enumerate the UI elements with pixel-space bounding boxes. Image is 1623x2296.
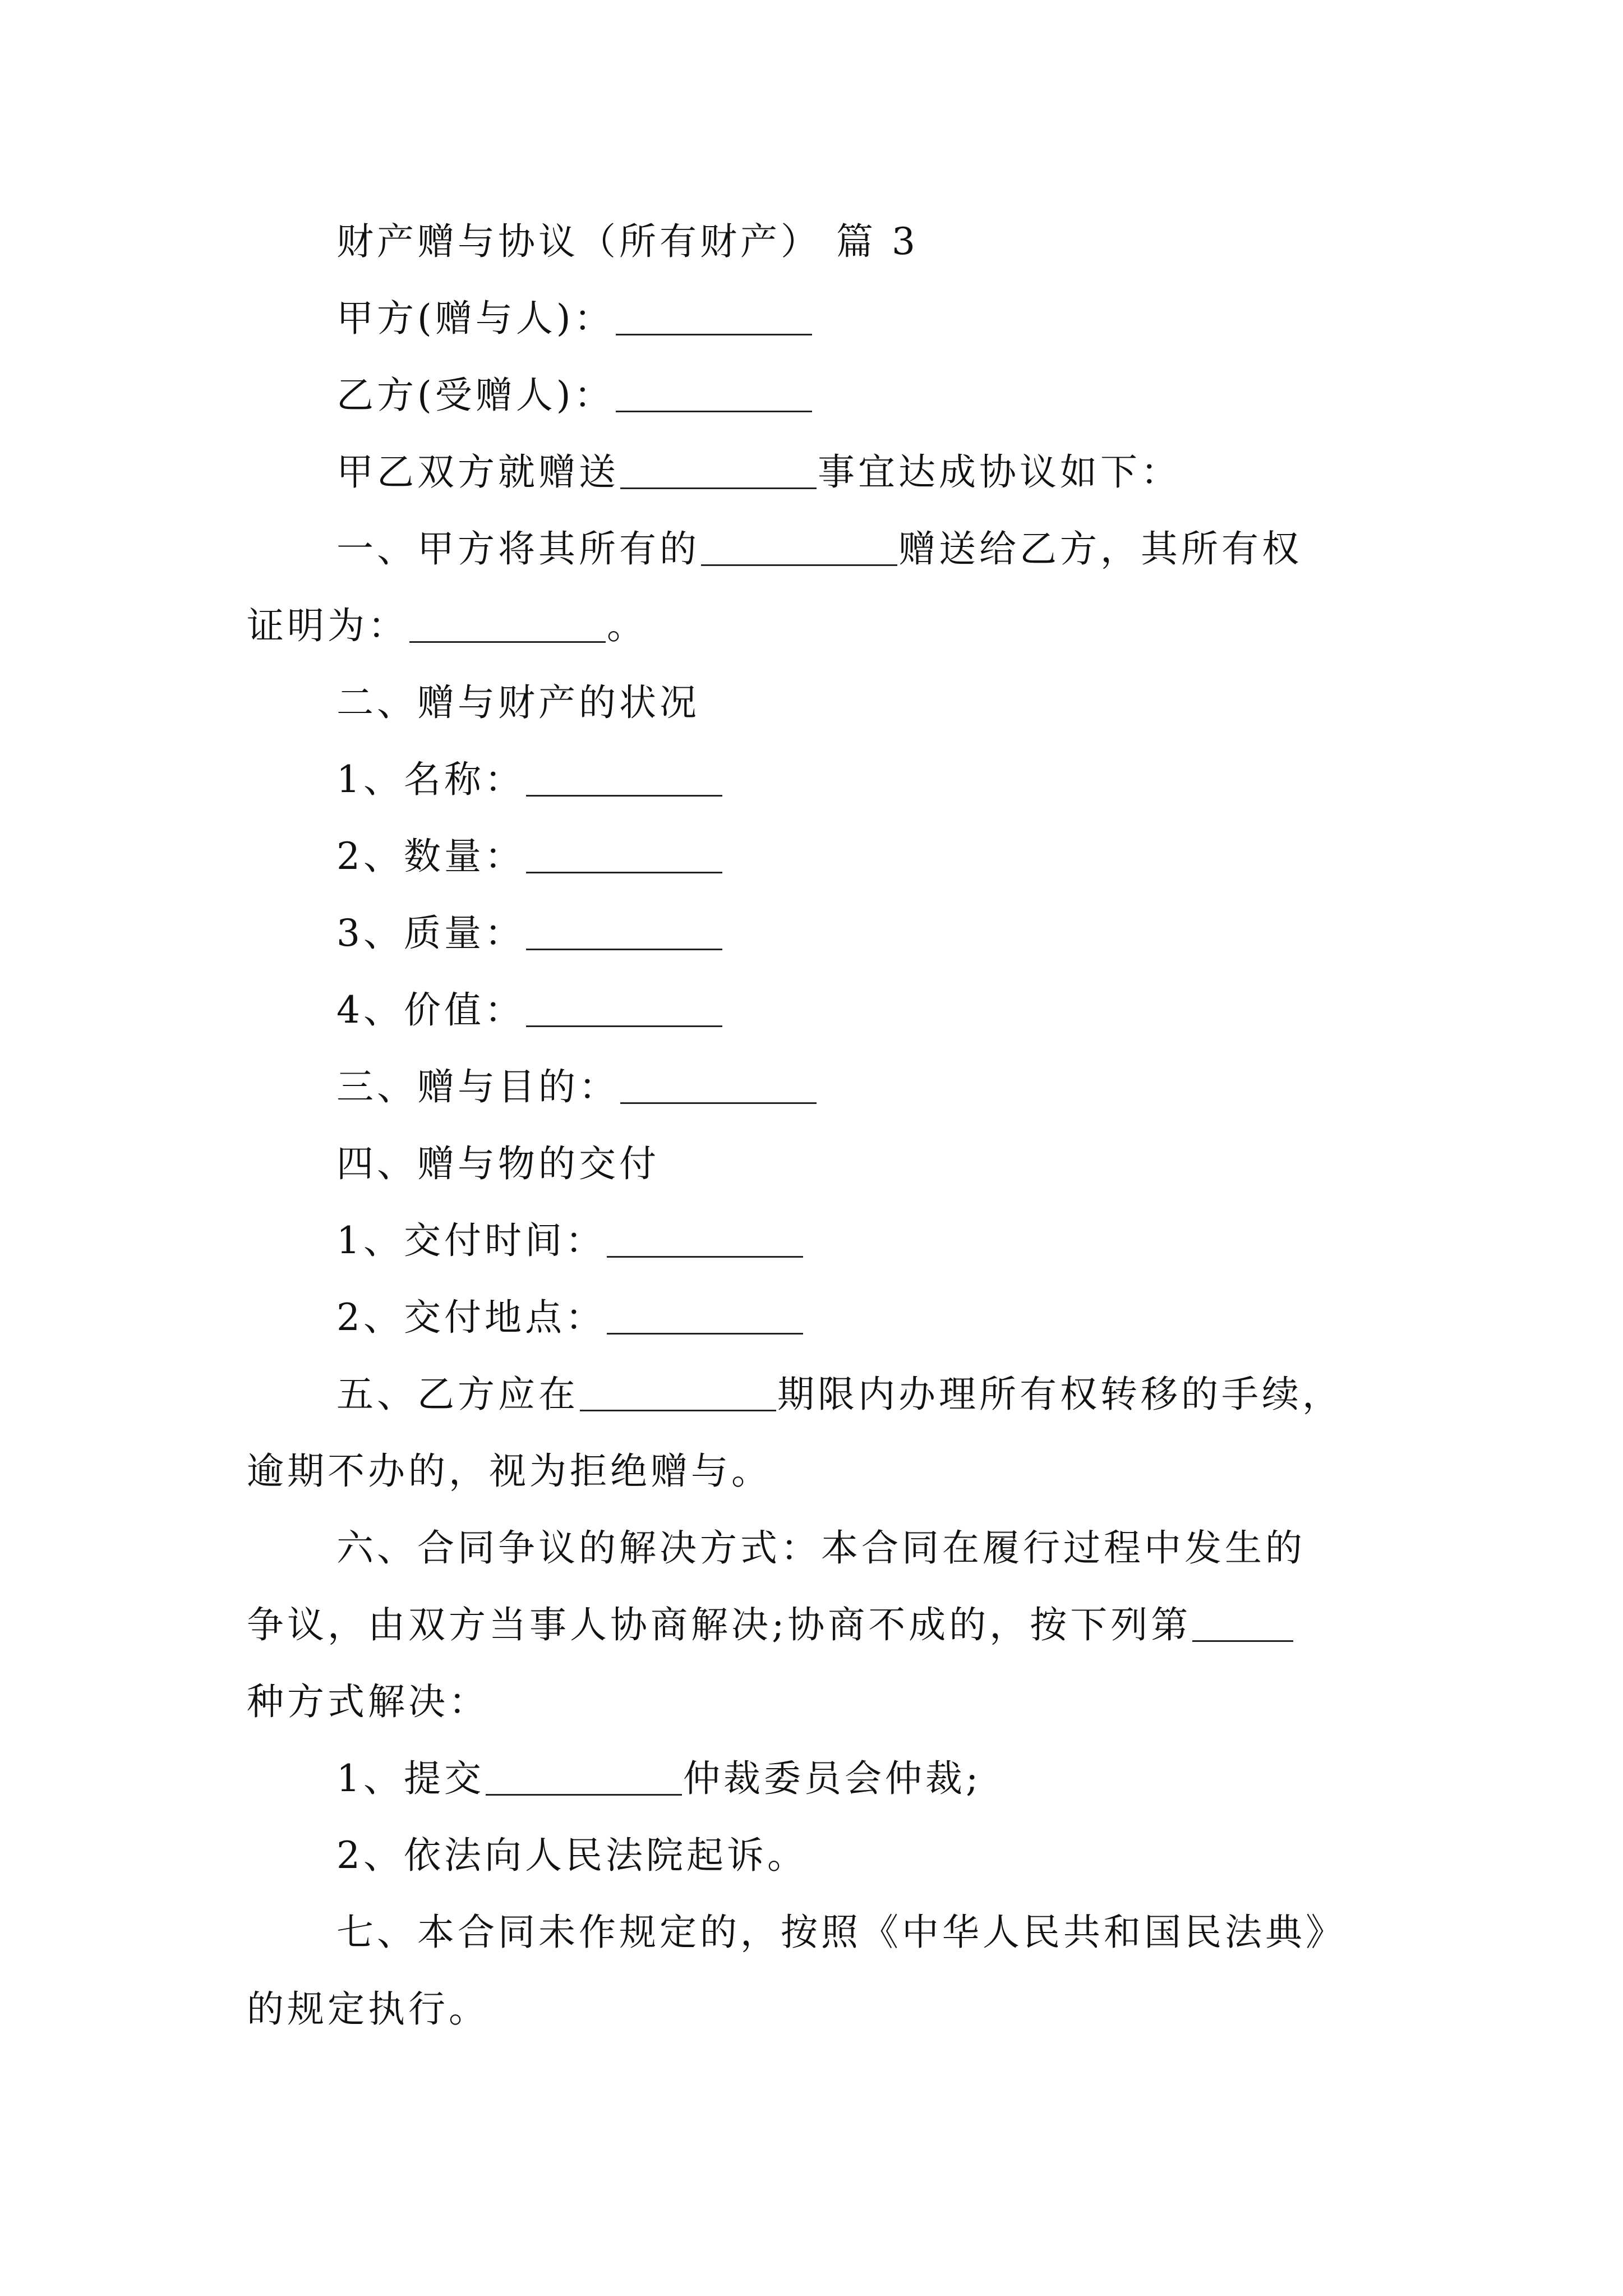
party-b-line: 乙方(受赠人)： <box>336 377 1486 414</box>
delivery-time-blank[interactable] <box>607 1256 803 1258</box>
clause2-item-name: 1、名称： <box>336 761 1486 798</box>
owned-property-blank[interactable] <box>701 564 897 566</box>
party-b-blank[interactable] <box>616 411 812 412</box>
clause1-line2: 证明为： 。 <box>247 604 647 647</box>
quantity-blank[interactable] <box>526 872 722 873</box>
clause5-line1: 五、乙方应在 期限内办理所有权转移的手续， <box>336 1373 1343 1416</box>
party-a-line: 甲方(赠与人)： <box>336 300 1486 337</box>
clause6-line1: 六、合同争议的解决方式：本合同在履行过程中发生的 <box>336 1526 1306 1570</box>
document-title: 财产赠与协议（所有财产） 篇 3 <box>336 220 919 263</box>
clause1-line1: 一、甲方将其所有的 赠送给乙方，其所有权 <box>336 527 1302 570</box>
transfer-deadline-blank[interactable] <box>580 1410 776 1411</box>
intro-line: 甲乙双方就赠送 事宜达成协议如下： <box>336 450 1181 494</box>
clause6-line3: 种方式解决： <box>247 1680 489 1723</box>
clause5-line2: 逾期不办的，视为拒绝赠与。 <box>247 1450 772 1493</box>
clause4-heading: 四、赠与物的交付 <box>336 1142 660 1185</box>
delivery-place-blank[interactable] <box>607 1333 803 1335</box>
purpose-blank[interactable] <box>620 1102 817 1104</box>
arbitration-committee-blank[interactable] <box>486 1794 682 1796</box>
clause2-item-value: 4、价值： <box>336 992 1486 1029</box>
ownership-proof-blank[interactable] <box>409 641 606 643</box>
dispute-method-blank[interactable] <box>1192 1640 1293 1642</box>
clause6-line2: 争议，由双方当事人协商解决;协商不成的，按下列第 <box>247 1607 1396 1644</box>
clause4-item-place: 2、交付地点： <box>336 1299 1486 1336</box>
party-a-blank[interactable] <box>616 334 812 335</box>
clause3-line: 三、赠与目的： <box>336 1069 1486 1106</box>
gift-item-blank[interactable] <box>620 487 817 489</box>
clause2-item-quality: 3、质量： <box>336 915 1486 952</box>
clause2-item-quantity: 2、数量： <box>336 838 1486 875</box>
clause7-line2: 的规定执行。 <box>247 1987 489 2031</box>
value-blank[interactable] <box>526 1025 722 1027</box>
clause6-item1: 1、提交 仲裁委员会仲裁; <box>336 1757 982 1800</box>
clause6-item2: 2、依法向人民法院起诉。 <box>336 1834 808 1877</box>
clause2-heading: 二、赠与财产的状况 <box>336 681 700 724</box>
name-blank[interactable] <box>526 795 722 797</box>
quality-blank[interactable] <box>526 949 722 950</box>
clause7-line1: 七、本合同未作规定的，按照《中华人民共和国民法典》 <box>336 1911 1346 1954</box>
clause4-item-time: 1、交付时间： <box>336 1222 1486 1259</box>
